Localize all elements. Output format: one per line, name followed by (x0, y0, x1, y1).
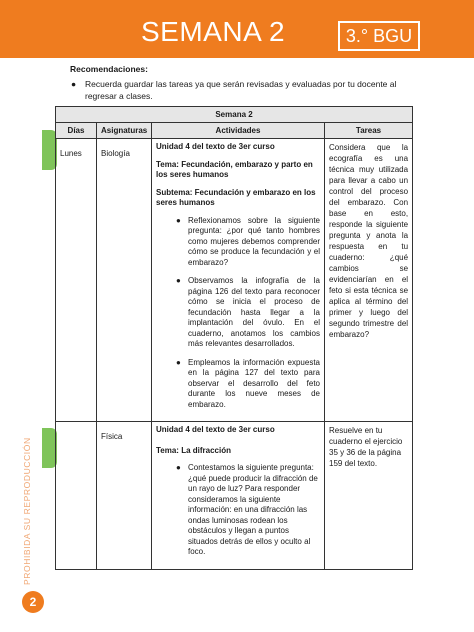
bullet-icon: ● (176, 463, 181, 472)
tema-label: Tema: La difracción (156, 445, 231, 455)
list-item (176, 276, 320, 350)
unit-label: Unidad 4 del texto de 3er curso (156, 425, 275, 434)
grade-badge: 3.° BGU (338, 21, 420, 51)
copyright-side-text: PROHIBIDA SU REPRODUCCIÓN (22, 437, 32, 585)
task-cell: Resuelve en tu cuaderno el ejercicio 35 y 36 de la página 159 del texto. (325, 422, 413, 570)
recommendations-title: Recomendaciones: (70, 64, 148, 74)
activity-text: Observamos la infografía de la página 126 del texto para reconocer cómo se inicia el proceso de fecundación hasta llegar a la implantación del óvulo. En el cuaderno, anotamos los cambios más relevantes desarrollados. (188, 276, 320, 348)
task-cell: Considera que la ecografía es una técnica muy utilizada para llevar a cabo un control del proceso del embarazo. Con base en esto, responde la siguiente pregunta y anota la respuesta en tu cuaderno: ¿qué cambios se evidenciarían en el feto si esta técnica se aplica al término del primer y luego del segundo trimestre del embarazo? (325, 139, 413, 422)
tema-label: Tema: Fecundación, embarazo y parto en los seres humanos (156, 159, 313, 179)
activities-cell (152, 139, 325, 422)
activities-cell (152, 422, 325, 570)
bullet-icon: ● (176, 276, 181, 285)
activity-list (156, 463, 320, 558)
table-row (56, 139, 413, 422)
recommendation-item (70, 79, 400, 102)
subject-cell: Física (97, 422, 152, 570)
schedule-table (55, 106, 413, 570)
bullet-icon: ● (176, 215, 181, 225)
unit-label: Unidad 4 del texto de 3er curso (156, 142, 275, 151)
bullet-icon: ● (71, 79, 77, 89)
activity-text: Reflexionamos sobre la siguiente pregunta: ¿por qué tanto hombres como mujeres debemos comprender cómo se produce la fecundación y el embarazo? (188, 215, 320, 267)
column-header-tasks: Tareas (325, 123, 413, 139)
header-banner (0, 0, 474, 58)
subtema-label: Subtema: Fecundación y embarazo en los seres humanos (156, 187, 316, 207)
bullet-icon: ● (176, 357, 181, 367)
page-title: SEMANA 2 (141, 16, 286, 47)
subject-cell: Biología (97, 139, 152, 422)
activity-text: Contestamos la siguiente pregunta: ¿qué puede producir la difracción de un rayo de luz? Para responder consideramos la siguiente información: en una difracción las ondas luminosas rodean los obstáculos y llegan a puntos situados detrás de ellos y oculto al foco. (188, 463, 318, 556)
table-row (56, 422, 413, 570)
list-item (176, 216, 320, 269)
activity-list (156, 216, 320, 411)
page-number-badge: 2 (22, 591, 44, 613)
activity-text: Empleamos la información expuesta en la página 127 del texto para observar el desarrollo del feto durante los nueve meses de embarazo. (188, 357, 320, 409)
recommendation-text: Recuerda guardar las tareas ya que serán revisadas y evaluadas por tu docente al regresar a clases. (85, 79, 397, 101)
list-item (176, 463, 320, 558)
day-cell: Lunes (56, 139, 97, 422)
column-header-subjects: Asignaturas (97, 123, 152, 139)
column-header-activities: Actividades (152, 123, 325, 139)
day-cell (56, 422, 97, 570)
column-header-days: Días (56, 123, 97, 139)
week-header: Semana 2 (56, 107, 413, 123)
list-item (176, 358, 320, 411)
